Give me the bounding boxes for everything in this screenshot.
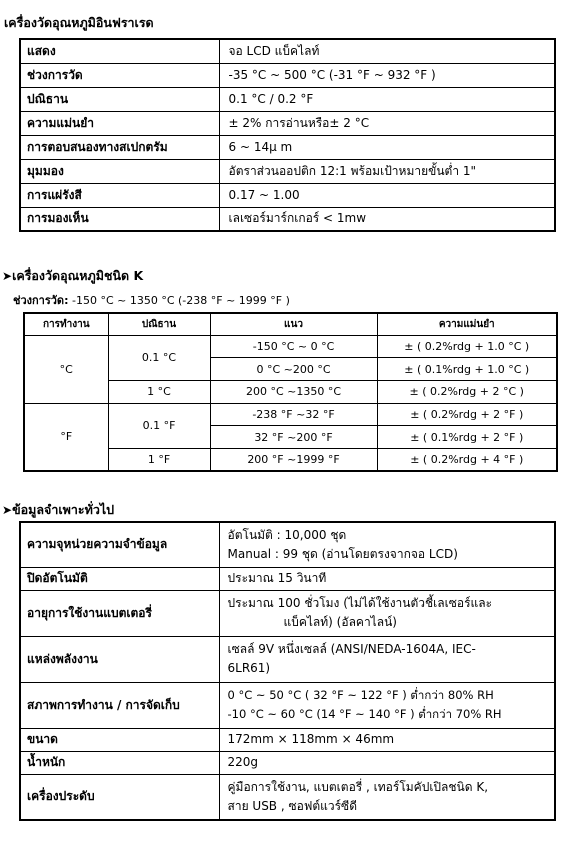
spec-label: มุมมอง (20, 159, 219, 183)
infrared-spec-table (19, 38, 556, 232)
accuracy-cell: ± ( 0.2%rdg + 2 °F ) (377, 403, 557, 426)
spec-value (219, 774, 555, 820)
spec-value: 0.17 ~ 1.00 (219, 183, 555, 207)
table-row (20, 682, 555, 728)
spec-label: การตอบสนองทางสเปกตรัม (20, 135, 219, 159)
accuracy-cell: ± ( 0.1%rdg + 1.0 °C ) (377, 358, 557, 381)
spec-label: เครื่องประดับ (20, 774, 219, 820)
spec-line: คู่มือการใช้งาน, แบตเตอรี่ , เทอร์โมคัปเปิลชนิด K, (227, 779, 489, 794)
spec-label: ปิดอัตโนมัติ (20, 567, 219, 590)
column-header: ปณิธาน (108, 313, 210, 335)
spec-value: -35 °C ~ 500 °C (-31 °F ~ 932 °F ) (219, 63, 555, 87)
spec-line: 220g (227, 755, 259, 769)
table-row (24, 335, 557, 358)
spec-value: จอ LCD แบ็คไลท์ (219, 39, 555, 63)
spec-label: ความจุหน่วยความจำข้อมูล (20, 522, 219, 567)
spec-line: อัตโนมัติ : 10,000 ชุด (227, 527, 347, 542)
accuracy-cell: ± ( 0.2%rdg + 2 °C ) (377, 380, 557, 403)
spec-label: การมองเห็น (20, 207, 219, 231)
accuracy-cell: ± ( 0.2%rdg + 4 °F ) (377, 448, 557, 471)
range-cell: 200 °C ~1350 °C (210, 380, 377, 403)
range-cell: 32 °F ~200 °F (210, 426, 377, 449)
spec-label: การแผ่รังสี (20, 183, 219, 207)
spec-label: น้ำหนัก (20, 751, 219, 774)
spec-label: แสดง (20, 39, 219, 63)
spec-value (219, 590, 555, 636)
section-title-k-type (2, 266, 143, 286)
spec-value (219, 567, 555, 590)
range-cell: -238 °F ~32 °F (210, 403, 377, 426)
section-title-general (2, 500, 114, 520)
section-title-text: ข้อมูลจำเพาะทั่วไป (12, 502, 115, 517)
table-row (20, 590, 555, 636)
spec-line: 6LR61) (227, 661, 271, 675)
range-cell: -150 °C ~ 0 °C (210, 335, 377, 358)
range-label: ช่วงการวัด: (13, 294, 69, 307)
range-cell: 0 °C ~200 °C (210, 358, 377, 381)
table-row (20, 111, 555, 135)
spec-value (219, 682, 555, 728)
resolution-cell: 1 °F (108, 448, 210, 471)
spec-line: -10 °C ~ 60 °C (14 °F ~ 140 °F ) ต่ำกว่า 70% RH (227, 707, 502, 721)
section-title-infrared: เครื่องวัดอุณหภูมิอินฟราเรด (4, 15, 154, 30)
measurement-range (13, 291, 290, 309)
table-row (20, 522, 555, 567)
spec-value (219, 751, 555, 774)
spec-label: แหล่งพลังงาน (20, 636, 219, 682)
section-title-text: เครื่องวัดอุณหภูมิชนิด K (12, 268, 144, 283)
spec-value: เลเซอร์มาร์กเกอร์ < 1mw (219, 207, 555, 231)
arrow-bullet-icon: ➤ (2, 503, 13, 517)
spec-line: แบ็คไลท์) (อัลคาไลน์) (283, 615, 397, 629)
spec-line: เซลล์ 9V หนึ่งเซลล์ (ANSI/NEDA-1604A, IEC- (227, 642, 476, 656)
table-row (20, 87, 555, 111)
spec-line: ประมาณ 15 วินาที (227, 571, 327, 585)
table-row (20, 183, 555, 207)
table-row (20, 207, 555, 231)
spec-value (219, 728, 555, 751)
spec-label: ปณิธาน (20, 87, 219, 111)
accuracy-cell: ± ( 0.1%rdg + 2 °F ) (377, 426, 557, 449)
column-header: การทำงาน (24, 313, 108, 335)
table-row (20, 135, 555, 159)
spec-label: ขนาด (20, 728, 219, 751)
resolution-cell: 0.1 °F (108, 403, 210, 448)
range-value: -150 °C ~ 1350 °C (-238 °F ~ 1999 °F ) (71, 294, 290, 307)
spec-line: สาย USB , ซอฟต์แวร์ซีดี (227, 798, 357, 813)
spec-value (219, 522, 555, 567)
table-row (20, 63, 555, 87)
table-header-row (24, 313, 557, 335)
general-spec-table (19, 521, 556, 821)
arrow-bullet-icon: ➤ (2, 269, 13, 283)
spec-label: ความแม่นยำ (20, 111, 219, 135)
spec-label: สภาพการทำงาน / การจัดเก็บ (20, 682, 219, 728)
accuracy-cell: ± ( 0.2%rdg + 1.0 °C ) (377, 335, 557, 358)
table-row (20, 567, 555, 590)
table-row (20, 39, 555, 63)
spec-line: Manual : 99 ชุด (อ่านโดยตรงจากจอ LCD) (227, 546, 458, 561)
resolution-cell: 0.1 °C (108, 335, 210, 380)
spec-value: 0.1 °C / 0.2 °F (219, 87, 555, 111)
spec-label: ช่วงการวัด (20, 63, 219, 87)
spec-line: ประมาณ 100 ชั่วโมง (ไม่ได้ใช้งานตัวชี้เลเซอร์และ (227, 596, 493, 610)
spec-value: ± 2% การอ่านหรือ± 2 °C (219, 111, 555, 135)
table-row (20, 636, 555, 682)
k-type-table (23, 312, 558, 472)
spec-value: 6 ~ 14μ m (219, 135, 555, 159)
table-row (20, 159, 555, 183)
unit-cell-fahrenheit: °F (24, 403, 108, 471)
column-header: ความแม่นยำ (377, 313, 557, 335)
table-row (24, 403, 557, 426)
spec-label: อายุการใช้งานแบตเตอรี่ (20, 590, 219, 636)
range-cell: 200 °F ~1999 °F (210, 448, 377, 471)
spec-value (219, 636, 555, 682)
column-header: แนว (210, 313, 377, 335)
table-row (20, 728, 555, 751)
spec-value: อัตราส่วนออปติก 12:1 พร้อมเป้าหมายขั้นต่ำ 1" (219, 159, 555, 183)
unit-cell-celsius: °C (24, 335, 108, 403)
resolution-cell: 1 °C (108, 380, 210, 403)
spec-line: 0 °C ~ 50 °C ( 32 °F ~ 122 °F ) ต่ำกว่า 80% RH (227, 688, 494, 702)
spec-line: 172mm × 118mm × 46mm (227, 732, 395, 746)
table-row (20, 751, 555, 774)
table-row (20, 774, 555, 820)
